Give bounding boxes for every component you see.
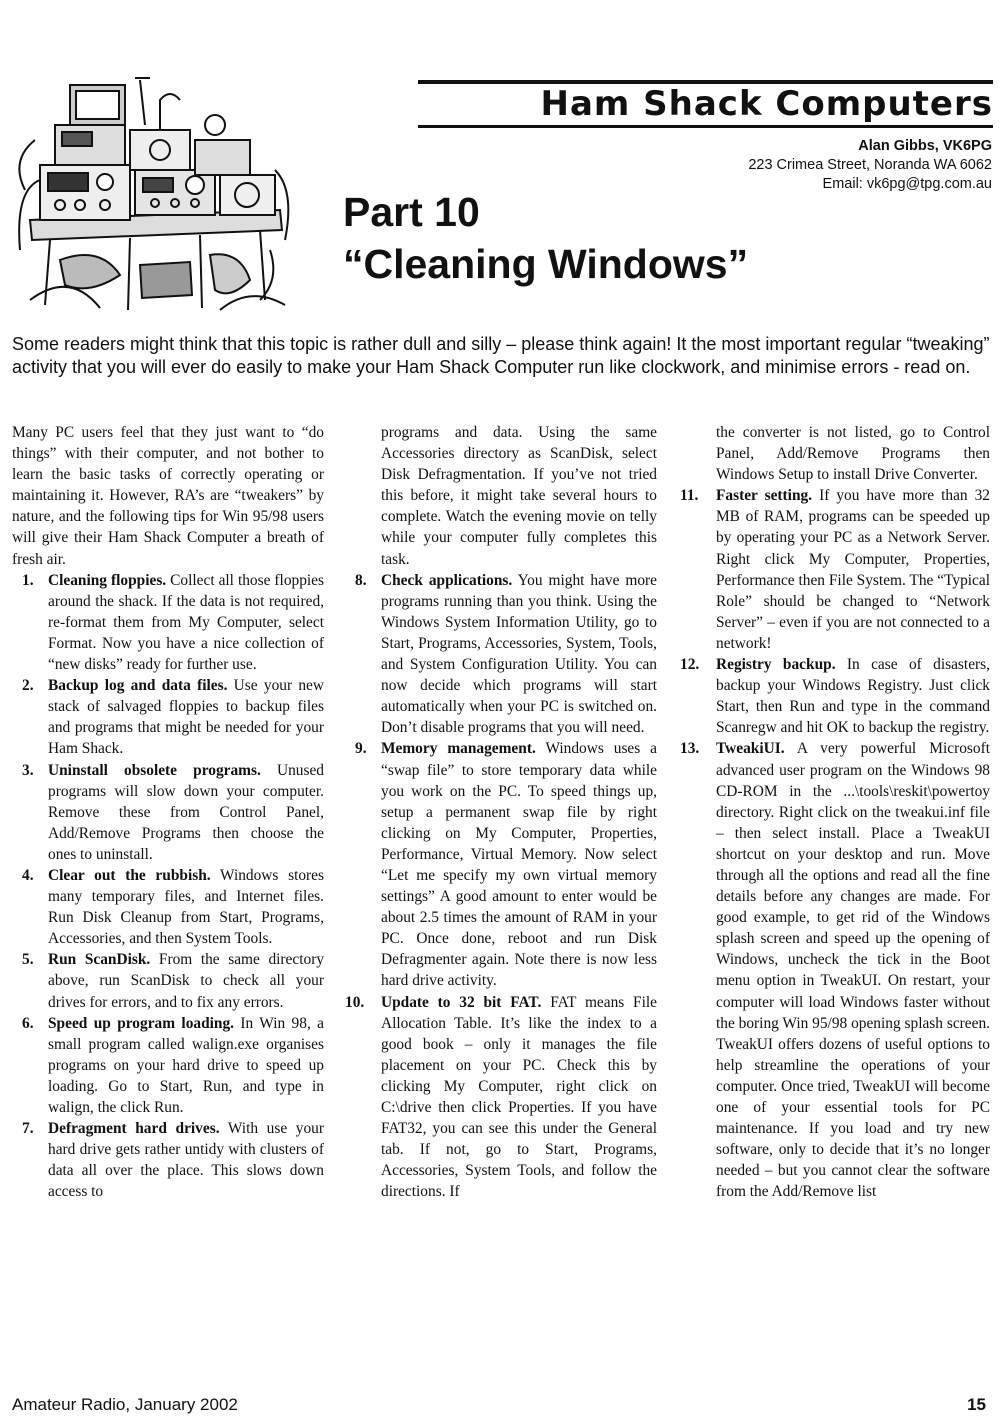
- tips-list-1: [12, 570, 324, 1203]
- tip-text: In Win 98, a small program called walign.exe organises programs on your hard drive to speed up loading. Go to Start, Run, and type in walign, the click Run.: [48, 1014, 324, 1116]
- tip-number: 8.: [355, 571, 367, 589]
- tip-text: In case of disasters, backup your Windows Registry. Just click Start, then Run and type in the command Scanregw and hit OK to backup the registry.: [716, 656, 990, 737]
- tip-heading: TweakiUI.: [716, 740, 785, 758]
- tip-text: Use your new stack of salvaged floppies to backup files and programs that might be needed for your Ham Shack.: [48, 677, 324, 758]
- tip-text: Windows stores many temporary files, and Internet files. Run Disk Cleanup from Start, Programs, Accessories, and then System Tools.: [48, 866, 324, 948]
- tip-item: [12, 570, 324, 675]
- tip-item: [12, 865, 324, 949]
- tip-item: [345, 992, 657, 1203]
- tip-text: With use your hard drive gets rather untidy with clusters of data all over the place. This slows down access to: [48, 1120, 324, 1201]
- tip-text: You might have more programs running than you think. Using the Windows System Information Utility, go to Start, Programs, Accessories, System, Tools, and System Configuration Utility. You can now decide which programs will start automatically when your PC is switched on. Don’t disable programs that you will need.: [381, 571, 657, 737]
- tip-continuation: programs and data. Using the same Accessories directory as ScanDisk, select Disk Defragmentation. If you’ve not tried this before, it might take several hours to complete. Watch the evening movie on telly while your computer fully completes this task.: [381, 424, 657, 568]
- article-headline: “Cleaning Windows”: [343, 241, 749, 287]
- author-address: 223 Crimea Street, Noranda WA 6062: [748, 157, 992, 173]
- tip-number: 5.: [22, 951, 34, 969]
- tip-continuation: the converter is not listed, go to Control Panel, Add/Remove Programs then Windows Setup to install Drive Converter.: [716, 424, 990, 484]
- author-email: Email: vk6pg@tpg.com.au: [822, 176, 992, 192]
- tips-list-2: [345, 422, 657, 1202]
- tip-number: 7.: [22, 1120, 34, 1138]
- tips-list-3: [680, 422, 990, 1202]
- page-number: 15: [967, 1395, 986, 1414]
- tip-heading: Backup log and data files.: [48, 677, 228, 695]
- tip-heading: Memory management.: [381, 740, 536, 758]
- tip-heading: Update to 32 bit FAT.: [381, 993, 542, 1011]
- intro-paragraph: Some readers might think that this topic is rather dull and silly – please think again! It the most important regular “tweaking” activity that you will ever do easily to make your Ham Shack Computer run like clockwork, and minimise errors - read on.: [12, 334, 990, 377]
- column-title: Ham Shack Computers: [540, 84, 993, 124]
- tip-number: 11.: [680, 487, 699, 505]
- opening-paragraph: Many PC users feel that they just want to “do things” with their computer, and not bother to learn the basic tasks of correctly operating or maintaining it. However, RA’s are “tweakers” by nature, and the following tips for Win 95/98 users will give their Ham Shack Computer a breath of fresh air.: [12, 424, 324, 568]
- tip-heading: Uninstall obsolete programs.: [48, 761, 261, 779]
- tip-heading: Check applications.: [381, 571, 513, 589]
- tip-text: Windows uses a “swap file” to store temporary data while you work on the PC. To speed things up, setup a permanent swap file by right clicking on My Computer, Properties, Performance, Virtual Memory. Now select “Let me specify my own virtual memory settings” A good amount to enter would be about 2.5 times the amount of RAM in your PC. Once done, reboot and run Disk Defragmenter again. Note there is now less hard drive activity.: [381, 740, 657, 990]
- tip-item: [12, 760, 324, 865]
- tip-number: 9.: [355, 740, 367, 758]
- ham-shack-illustration: [10, 70, 295, 315]
- author-name: Alan Gibbs, VK6PG: [858, 138, 992, 154]
- tip-item: [680, 485, 990, 654]
- text-column-1: [12, 422, 324, 1384]
- tip-item: [12, 1013, 324, 1118]
- tip-item: [680, 738, 990, 1202]
- text-column-2: [345, 422, 657, 1384]
- publication-footer: Amateur Radio, January 2002: [12, 1395, 238, 1414]
- tip-item: [12, 675, 324, 759]
- tip-number: 1.: [22, 571, 34, 589]
- tip-number: 6.: [22, 1014, 34, 1032]
- tip-text: FAT means File Allocation Table. It’s like the index to a good book – only it manages the file placement on your PC. Check this by clicking My Computer, right click on C:\drive then click Properties. If you have FAT32, you can see this under the General tab. If not, go to Start, Programs, Accessories, System Tools, and follow the directions. If: [381, 993, 657, 1201]
- tip-item: [345, 738, 657, 991]
- tip-text: Unused programs will slow down your computer. Remove these from Control Panel, Add/Remove Programs then choose the ones to uninstall.: [48, 761, 324, 863]
- author-block: [748, 137, 992, 194]
- article-title: [343, 186, 748, 290]
- text-column-3: [680, 422, 990, 1384]
- tip-item: [345, 570, 657, 739]
- tip-number: 13.: [680, 740, 700, 758]
- tip-text: If you have more than 32 MB of RAM, programs can be speeded up by operating your PC as a Network Server. Right click My Computer, Properties, Performance then File System. The “Typical Role” should be changed to “Network Server” – even if you are not connected to a network!: [716, 487, 990, 652]
- tip-text: A very powerful Microsoft advanced user program on the Windows 98 CD-ROM in the ...\tools\reskit\powertoy directory. Right click on the tweakui.inf file – then select install. Place a TweakUI shortcut on your desktop and run. Move through all the options and read all the fine details before any changes are made. For good example, to get rid of the Windows splash screen and speed up the opening of Windows, uncheck the tick in the Boot menu option in TweakUI. On restart, your computer will load Windows faster without the boring Win 95/98 opening splash screen. TweakUI offers dozens of useful options to help streamline the operations of your computer. Once tried, TweakUI will become one of your essential tools for PC maintenance. If you load and try new software, only to decide that it’s no longer needed – but you cannot clear the software from the Add/Remove list: [716, 740, 990, 1201]
- tip-number: 2.: [22, 677, 34, 695]
- header-bottom-rule: [418, 125, 993, 128]
- tip-number: 4.: [22, 866, 34, 884]
- tip-text: Collect all those floppies around the shack. If the data is not required, re-format them from My Computer, select Format. Now you have a nice collection of “new disks” ready for further use.: [48, 571, 324, 674]
- tip-item: [680, 654, 990, 738]
- article-part: Part 10: [343, 189, 480, 235]
- tip-item: [12, 1118, 324, 1202]
- tip-heading: Faster setting.: [716, 487, 813, 505]
- tip-item: [12, 949, 324, 1012]
- tip-number: 3.: [22, 761, 34, 779]
- tip-heading: Registry backup.: [716, 656, 836, 674]
- tip-heading: Clear out the rubbish.: [48, 866, 211, 884]
- tip-text: From the same directory above, run ScanDisk to check all your drives for errors, and to fix any errors.: [48, 951, 324, 1011]
- tip-heading: Defragment hard drives.: [48, 1120, 220, 1138]
- tip-number: 10.: [345, 993, 365, 1011]
- tip-heading: Speed up program loading.: [48, 1014, 235, 1032]
- tip-number: 12.: [680, 656, 700, 674]
- tip-heading: Run ScanDisk.: [48, 951, 151, 969]
- tip-heading: Cleaning floppies.: [48, 571, 167, 589]
